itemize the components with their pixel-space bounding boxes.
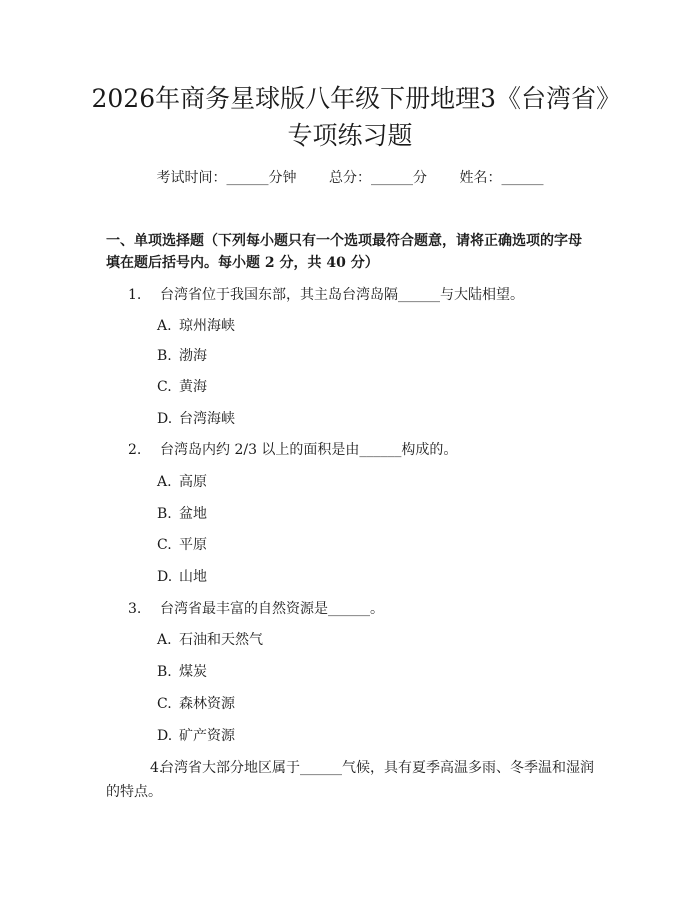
- option-1b: [157, 346, 207, 366]
- option-2d: [157, 567, 207, 587]
- question-number: 4.: [150, 760, 164, 776]
- option-text: 平原: [179, 537, 207, 553]
- option-3b: [157, 662, 207, 682]
- option-letter: D.: [157, 569, 173, 585]
- option-3a: [157, 630, 263, 650]
- option-letter: A.: [157, 318, 172, 334]
- option-1a: [157, 316, 235, 336]
- exam-time-field: 考试时间：______分钟: [156, 170, 297, 186]
- option-text: 黄海: [179, 379, 207, 395]
- option-2b: [157, 504, 207, 524]
- question-number: 1.: [128, 287, 142, 303]
- option-letter: B.: [157, 506, 172, 522]
- option-2c: [157, 535, 207, 555]
- option-text: 石油和天然气: [179, 632, 263, 648]
- option-letter: B.: [157, 664, 172, 680]
- option-text: 山地: [179, 569, 207, 585]
- question-number: 2.: [128, 442, 142, 458]
- exam-info-line: [0, 168, 700, 188]
- option-letter: A.: [157, 632, 172, 648]
- option-1d: [157, 409, 235, 429]
- option-letter: C.: [157, 537, 172, 553]
- option-text: 高原: [179, 474, 207, 490]
- option-letter: C.: [157, 379, 172, 395]
- option-text: 煤炭: [179, 664, 207, 680]
- question-text: 台湾岛内约 2/3 以上的面积是由______构成的。: [160, 442, 458, 458]
- question-4: [106, 756, 598, 804]
- question-number: 3.: [128, 601, 142, 617]
- option-text: 矿产资源: [179, 728, 235, 744]
- option-text: 台湾海峡: [179, 411, 235, 427]
- question-text: 台湾省位于我国东部，其主岛台湾岛隔______与大陆相望。: [160, 287, 524, 303]
- option-letter: A.: [157, 474, 172, 490]
- question-text: 台湾省大部分地区属于______气候，具有夏季高温多雨、冬季温和湿润的特点。: [106, 760, 594, 800]
- total-score-field: 总分：______分: [329, 170, 427, 186]
- option-text: 森林资源: [179, 696, 235, 712]
- option-letter: C.: [157, 696, 172, 712]
- option-text: 琼州海峡: [179, 318, 235, 334]
- student-name-field: 姓名：______: [459, 170, 544, 186]
- page-title: 2026年商务星球版八年级下册地理3《台湾省》专项练习题: [91, 84, 609, 150]
- section-heading: 一、单项选择题（下列每小题只有一个选项最符合题意，请将正确选项的字母填在题后括号内。每小题 2 分，共 40 分）: [106, 233, 582, 271]
- option-text: 渤海: [179, 348, 207, 364]
- question-text: 台湾省最丰富的自然资源是______。: [160, 601, 384, 617]
- question-2: [128, 440, 598, 460]
- option-2a: [157, 472, 207, 492]
- option-letter: D.: [157, 728, 173, 744]
- option-text: 盆地: [179, 506, 207, 522]
- option-letter: D.: [157, 411, 173, 427]
- question-1: [128, 285, 598, 305]
- option-3c: [157, 694, 235, 714]
- question-3: [128, 599, 598, 619]
- option-3d: [157, 726, 235, 746]
- option-1c: [157, 377, 207, 397]
- option-letter: B.: [157, 348, 172, 364]
